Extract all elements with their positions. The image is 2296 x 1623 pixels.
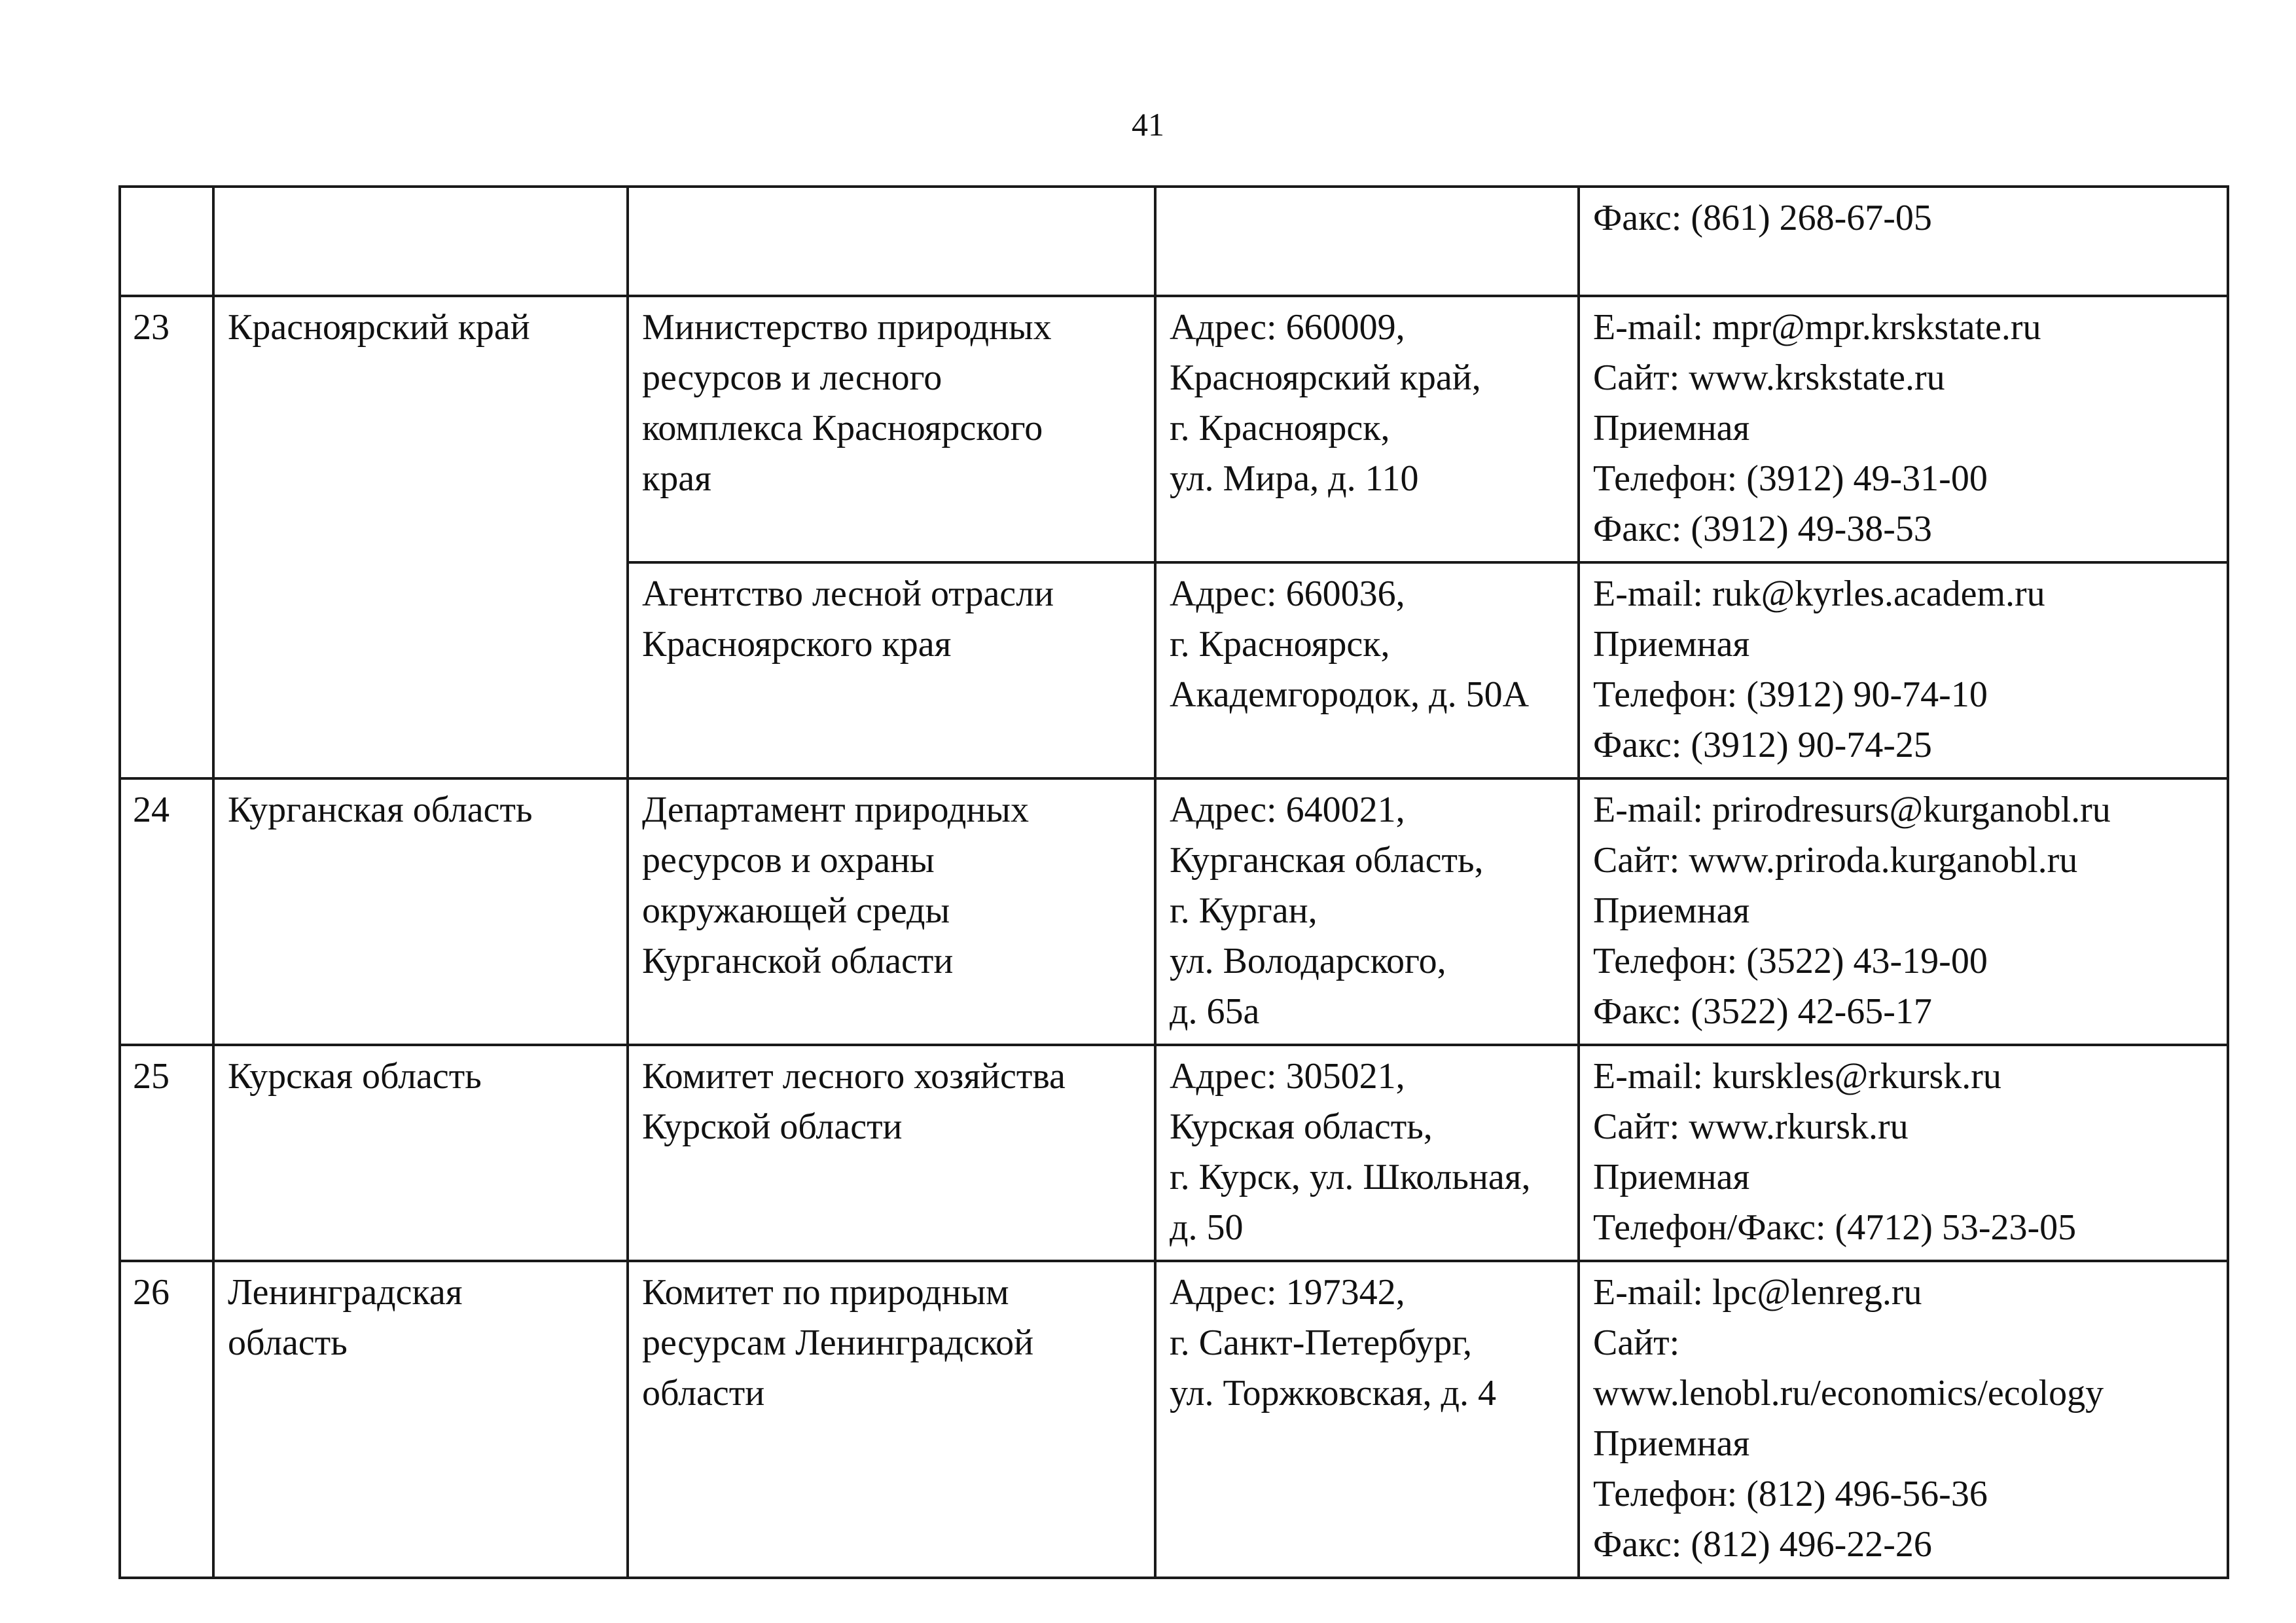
contact-line: Факс: (3912) 90-74-25 [1593,725,1932,765]
contact-line: Сайт: [1593,1322,1680,1363]
authority-line: Комитет лесного хозяйства [642,1056,1066,1097]
contact-line: Факс: (861) 268-67-05 [1593,198,1932,238]
cell-contacts [1579,296,2228,562]
authority-line: комплекса Красноярского [642,408,1043,448]
contact-line: E-mail: ruk@kyrles.academ.ru [1593,574,2045,614]
cell-address [1155,296,1579,562]
address-line: Адрес: 660036, [1170,574,1405,614]
contact-line: Телефон: (3522) 43-19-00 [1593,941,1988,981]
contact-line: Факс: (3912) 49-38-53 [1593,509,1932,549]
cell-authority [628,296,1155,562]
cell-contacts [1579,187,2228,296]
address-line: ул. Володарского, [1170,941,1446,981]
cell-contacts [1579,1261,2228,1578]
address-line: д. 50 [1170,1207,1244,1248]
contact-line: E-mail: mpr@mpr.krskstate.ru [1593,307,2041,348]
cell-number [120,1261,213,1578]
authority-line: Курганской области [642,941,954,981]
regional-authorities-table [118,185,2229,1579]
authority-line: Комитет по природным [642,1272,1009,1313]
cell-address [1155,1045,1579,1261]
contact-line: Телефон: (3912) 49-31-00 [1593,458,1988,499]
contact-line: Приемная [1593,1423,1750,1464]
cell-address [1155,1261,1579,1578]
authority-line: ресурсов и охраны [642,840,935,881]
contact-line: E-mail: kurskles@rkursk.ru [1593,1056,2001,1097]
address-line: Адрес: 660009, [1170,307,1405,348]
contact-line: Факс: (812) 496-22-26 [1593,1524,1932,1565]
cell-contacts [1579,1045,2228,1261]
address-line: г. Курск, ул. Школьная, [1170,1157,1531,1197]
address-line: д. 65а [1170,991,1260,1032]
row-number: 26 [133,1272,170,1313]
contact-line: Телефон/Факс: (4712) 53-23-05 [1593,1207,2077,1248]
address-line: Красноярский край, [1170,357,1481,398]
cell-authority [628,187,1155,296]
authority-line: ресурсов и лесного [642,357,942,398]
address-line: г. Санкт-Петербург, [1170,1322,1473,1363]
cell-authority [628,778,1155,1045]
authority-line: Агентство лесной отрасли [642,574,1054,614]
address-line: ул. Мира, д. 110 [1170,458,1419,499]
contact-line: Приемная [1593,408,1750,448]
contact-line: Приемная [1593,890,1750,931]
contact-line: E-mail: prirodresurs@kurganobl.ru [1593,790,2111,830]
cell-region [213,1045,628,1261]
table-row [120,296,2228,562]
address-line: Адрес: 197342, [1170,1272,1405,1313]
cell-number [120,1045,213,1261]
contact-line: Сайт: www.rkursk.ru [1593,1106,1909,1147]
contact-line: Приемная [1593,1157,1750,1197]
cell-region [213,1261,628,1578]
cell-address [1155,562,1579,778]
authority-line: Курской области [642,1106,903,1147]
row-number: 24 [133,790,170,830]
address-line: Адрес: 305021, [1170,1056,1405,1097]
region-line: Красноярский край [228,307,530,348]
address-line: Адрес: 640021, [1170,790,1405,830]
region-line: Курская область [228,1056,482,1097]
contact-line: Телефон: (3912) 90-74-10 [1593,674,1988,715]
cell-authority [628,562,1155,778]
authority-line: области [642,1373,765,1413]
address-line: Курская область, [1170,1106,1433,1147]
page-number: 41 [1132,106,1164,143]
authority-line: Департамент природных [642,790,1029,830]
contact-line: Приемная [1593,624,1750,665]
cell-address [1155,778,1579,1045]
cell-address [1155,187,1579,296]
address-line: Курганская область, [1170,840,1484,881]
cell-authority [628,1045,1155,1261]
contact-line: Сайт: www.priroda.kurganobl.ru [1593,840,2078,881]
authority-line: Красноярского края [642,624,952,665]
contact-line: Факс: (3522) 42-65-17 [1593,991,1932,1032]
cell-region [213,778,628,1045]
authority-line: Министерство природных [642,307,1052,348]
cell-region [213,187,628,296]
cell-number [120,296,213,778]
table-row [120,1045,2228,1261]
cell-contacts [1579,778,2228,1045]
contact-line: Телефон: (812) 496-56-36 [1593,1474,1988,1514]
region-line: Ленинградская [228,1272,463,1313]
row-number: 25 [133,1056,170,1097]
cell-region [213,296,628,778]
contact-line: Сайт: www.krskstate.ru [1593,357,1945,398]
contact-line: www.lenobl.ru/economics/ecology [1593,1373,2104,1413]
table-row-continued [120,187,2228,296]
authority-line: окружающей среды [642,890,950,931]
region-line: область [228,1322,348,1363]
authority-line: края [642,458,711,499]
address-line: ул. Торжковская, д. 4 [1170,1373,1496,1413]
table-row [120,778,2228,1045]
address-line: г. Курган, [1170,890,1318,931]
cell-number [120,778,213,1045]
address-line: Академгородок, д. 50А [1170,674,1530,715]
table-row [120,1261,2228,1578]
authority-line: ресурсам Ленинградской [642,1322,1034,1363]
contact-line: E-mail: lpc@lenreg.ru [1593,1272,1922,1313]
address-line: г. Красноярск, [1170,624,1390,665]
cell-number [120,187,213,296]
cell-contacts [1579,562,2228,778]
cell-authority [628,1261,1155,1578]
address-line: г. Красноярск, [1170,408,1390,448]
row-number: 23 [133,307,170,348]
region-line: Курганская область [228,790,533,830]
